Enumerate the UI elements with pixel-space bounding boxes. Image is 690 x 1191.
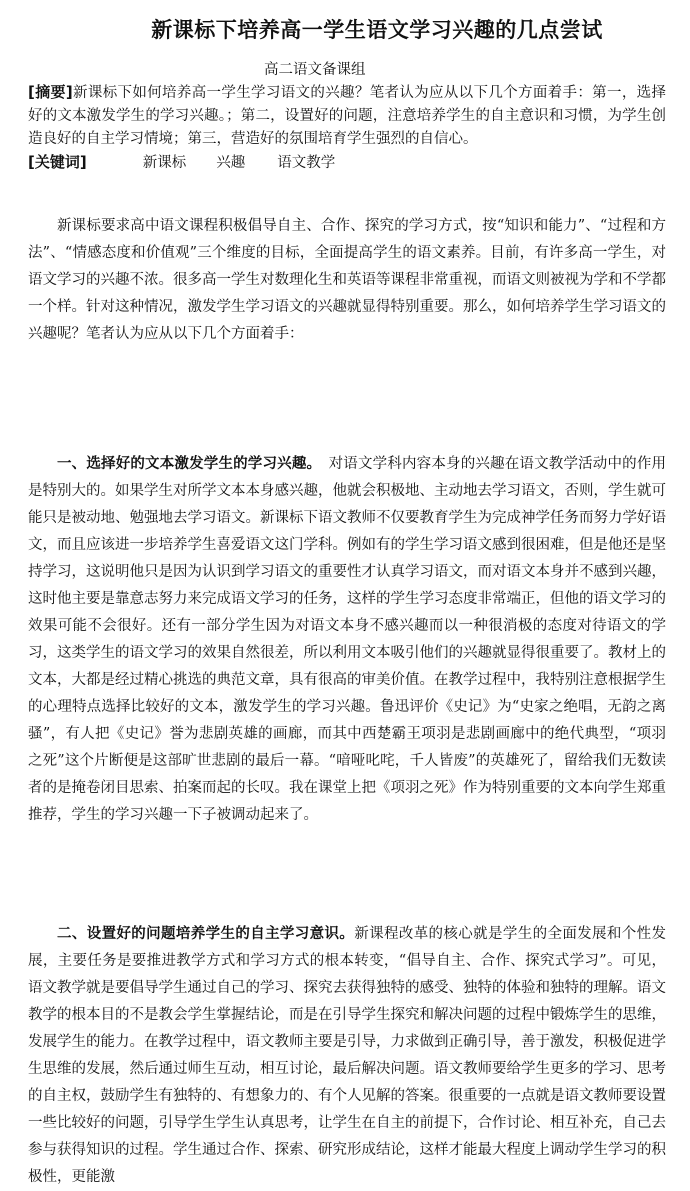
abstract — [28, 81, 666, 151]
section-2-body: 新课程改革的核心就是学生的全面发展和个性发展，主要任务是要推进教学方式和学习方式的根本转变，“倡导自主、合作、探究式学习”。可见，语文教学就是要倡导学生通过自己的学习、探究去获得独特的感受、独特的体验和独特的理解。语文教学的根本目的不是教会学生掌握结论，而是在引导学生探究和解决问题的过程中锻炼学生的思维，发展学生的能力。在教学过程中，语文教师主要是引导，力求做到正确引导，善于激发，积极促进学生思维的发展，然后通过师生互动，相互讨论，最后解决问题。语文教师要给学生更多的学习、思考的自主权，鼓励学生有独特的、有想象力的、有个人见解的答案。很重要的一点就是语文教师要设置一些比较好的问题，引导学生学生认真思考，让学生在自主的前提下，合作讨论、相互补充，自己去参与获得知识的过程。学生通过合作、探索、研究形成结论，这样才能最大程度上调动学生学习的积极性，更能激 — [28, 926, 666, 1185]
keyword-item: 兴趣 — [216, 155, 246, 171]
document-title: 新课标下培养高一学生语文学习兴趣的几点尝试 — [151, 18, 603, 42]
section-1-body: 对语文学科内容本身的兴趣在语文教学活动中的作用是特别大的。如果学生对所学文本本身感兴趣，他就会积极地、主动地去学习语文，否则，学生就可能只是被动地、勉强地去学习语文。新课标下语文教师不仅要教育学生为完成神学任务而努力学好语文，而且应该进一步培养学生喜爱语文这门学科。例如有的学生学习语文感到很困难，但是他还是坚持学习，这说明他只是因为认识到学习语文的重要性才认真学习语文，而对语文本身并不感到兴趣，这时他主要是靠意志努力来完成语文学习的任务，这样的学生学习态度非常端正，但他的语文学习的效果可能不会很好。还有一部分学生因为对语文本身不感兴趣而以一种很消极的态度对待语文的学习，这类学生的语文学习的效果自然很差，所以利用文本吸引他们的兴趣就显得很重要了。教材上的文本，大都是经过精心挑选的典范文章，具有很高的审美价值。在教学过程中，我特别注意根据学生的心理特点选择比较好的文本，激发学生的学习兴趣。鲁迅评价《史记》为“史家之绝唱，无韵之离骚”，有人把《史记》誉为悲剧英雄的画廊，而其中西楚霸王项羽是悲剧画廊中的绝代典型，“项羽之死”这个片断便是这部旷世悲剧的最后一幕。“喑哑叱咤，千人皆废”的英雄死了，留给我们无数读者的是掩卷闭目思索、拍案而起的长叹。我在课堂上把《项羽之死》作为特别重要的文本向学生郑重推荐，学生的学习兴趣一下子被调动起来了。 — [28, 456, 667, 823]
keyword-item: 语文教学 — [277, 155, 336, 171]
section-2-paragraph — [28, 921, 666, 1191]
section-1-paragraph — [28, 451, 666, 829]
abstract-label: [摘要] — [28, 83, 73, 101]
section-2-heading: 二、设置好的问题培养学生的自主学习意识。 — [57, 926, 355, 942]
keywords-line — [28, 151, 666, 175]
section-1-heading: 一、选择好的文本激发学生的学习兴趣。 — [57, 456, 314, 472]
author-line: 高二语文备课组 — [264, 62, 366, 78]
abstract-text: 新课标下如何培养高一学生学习语文的兴趣？笔者认为应从以下几个方面着手：第一，选择好的文本激发学生的学习兴趣。；第二，设置好的问题，注意培养学生的自主意识和习惯，为学生创造良好的自主学习情境；第三，营造好的氛围培育学生强烈的自信心。 — [28, 85, 666, 147]
keyword-item: 新课标 — [142, 155, 187, 171]
keywords-label: [关键词] — [28, 153, 87, 171]
intro-paragraph: 新课标要求高中语文课程积极倡导自主、合作、探究的学习方式，按“知识和能力”、“过程和方法”、“情感态度和价值观”三个维度的目标，全面提高学生的语文素养。目前，有许多高一学生，对语文学习的兴趣不浓。很多高一学生对数理化生和英语等课程非常重视，而语文则被视为学和不学都一个样。针对这种情况，激发学生学习语文的兴趣就显得特别重要。那么，如何培养学生学习语文的兴趣呢？笔者认为应从以下几个方面着手： — [28, 218, 666, 342]
